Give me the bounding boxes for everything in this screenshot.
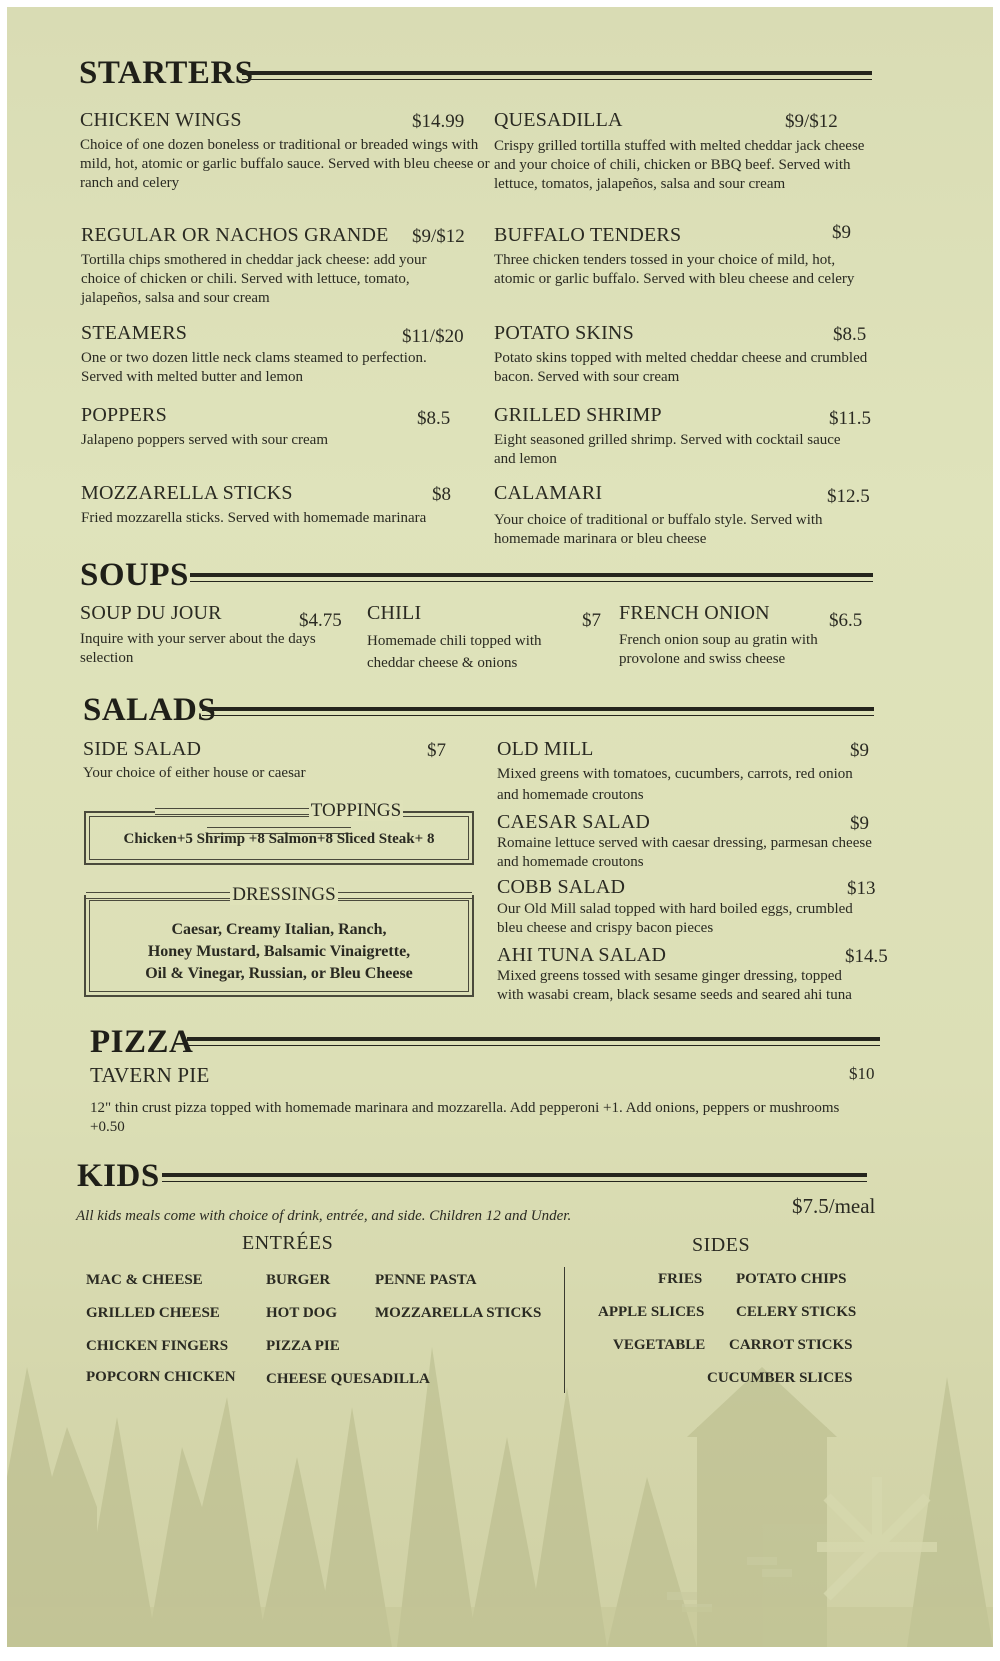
toppings-title: TOPPINGS [310,800,402,821]
item-name: AHI TUNA SALAD [497,944,667,966]
item-description: Mixed greens with tomatoes, cucumbers, carrots, red onion and homemade croutons [497,766,853,803]
item-description: One or two dozen little neck clams steamed to perfection. Served with melted butter and lemon [81,350,427,385]
kids-side: APPLE SLICES [598,1304,705,1320]
kids-side: CELERY STICKS [736,1304,857,1320]
kids-entree: HOT DOG [266,1305,337,1321]
dressings-line: Caesar, Creamy Italian, Ranch, [171,921,387,938]
item-name: SOUP DU JOUR [80,602,222,624]
item-description: French onion soup au gratin with provolone and swiss cheese [619,632,818,667]
item-description: Potato skins topped with melted cheddar cheese and crumbled bacon. Served with sour cream [494,350,868,385]
kids-entree: CHICKEN FINGERS [86,1338,229,1354]
section-divider [202,707,874,716]
item-price: $9/$12 [785,111,838,132]
item-name: CAESAR SALAD [497,811,650,833]
kids-entree: GRILLED CHEESE [86,1305,220,1321]
item-price: $6.5 [829,610,863,631]
section-divider [242,71,872,80]
dressings-title: DRESSINGS [232,884,336,905]
item-price: $9 [832,222,851,243]
item-name: GRILLED SHRIMP [494,404,662,426]
section-divider [190,573,873,582]
kids-entree: CHEESE QUESADILLA [266,1371,430,1387]
item-description: Inquire with your server about the days selection [80,631,316,666]
kids-note: All kids meals come with choice of drink, entrée, and side. Children 12 and Under. [76,1208,572,1224]
item-description: Mixed greens tossed with sesame ginger dressing, topped with wasabi cream, black sesame seeds and seared ahi tuna [497,968,852,1003]
item-name: CALAMARI [494,482,603,504]
item-name: SIDE SALAD [83,738,202,760]
item-price: $14.5 [845,946,888,967]
toppings-box [84,800,474,865]
item-name: TAVERN PIE [90,1063,210,1087]
kids-side: CUCUMBER SLICES [707,1370,853,1386]
kids-entree: POPCORN CHICKEN [86,1369,236,1385]
item-price: $13 [847,878,876,899]
dressings-line: Honey Mustard, Balsamic Vinaigrette, [147,943,411,960]
item-name: FRENCH ONION [619,602,770,624]
item-name: QUESADILLA [494,109,623,131]
kids-entree: PENNE PASTA [375,1272,477,1288]
item-description: Jalapeno poppers served with sour cream [81,432,329,448]
item-description: Three chicken tenders tossed in your choice of mild, hot, atomic or garlic buffalo. Served with bleu cheese and celery [494,252,855,287]
section-title-starters: STARTERS [79,55,254,91]
section-title-pizza: PIZZA [90,1024,194,1060]
section-divider [187,1037,880,1046]
kids-side: FRIES [658,1271,703,1287]
item-name: REGULAR OR NACHOS GRANDE [81,224,389,246]
item-description: Crispy grilled tortilla stuffed with melted cheddar jack cheese and your choice of chili, chicken or BBQ beef. Served with lettuce, tomatos, jalapeños, salsa and sour cream [494,138,865,192]
forest-barn-background-illustration [7,1304,993,1647]
item-price: $12.5 [827,486,870,507]
item-price: $4.75 [299,610,342,631]
section-title-kids: KIDS [77,1158,160,1194]
item-description: Your choice of either house or caesar [83,765,306,781]
item-description: Romaine lettuce served with caesar dressing, parmesan cheese and homemade croutons [497,835,872,870]
section-divider [162,1173,867,1182]
section-title-salads: SALADS [83,692,217,728]
kids-entree: BURGER [266,1272,331,1288]
item-price: $14.99 [412,111,465,132]
item-price: $11.5 [829,408,872,429]
item-price: $7 [427,740,446,761]
kids-side: POTATO CHIPS [736,1271,847,1287]
toppings-list: Chicken+5 Shrimp +8 Salmon+8 Sliced Steak+ 8 [123,831,435,847]
item-price: $9 [850,740,869,761]
item-price: $10 [849,1064,875,1083]
dressings-box [84,884,474,997]
item-price: $9/$12 [412,226,465,247]
item-price: $8.5 [417,408,451,429]
item-description: Your choice of traditional or buffalo style. Served with homemade marinara or bleu cheese [494,512,823,547]
item-name: STEAMERS [81,322,188,344]
kids-price: $7.5/meal [792,1194,876,1218]
item-description: Choice of one dozen boneless or traditional or breaded wings with mild, hot, atomic or garlic buffalo sauce. Served with bleu cheese or ranch and celery [80,137,490,191]
item-name: OLD MILL [497,738,594,760]
item-name: CHILI [367,602,422,624]
item-price: $8 [432,484,451,505]
sides-heading: SIDES [692,1234,751,1256]
kids-entree: MOZZARELLA STICKS [375,1305,542,1321]
item-name: MOZZARELLA STICKS [81,482,293,504]
item-description: Fried mozzarella sticks. Served with homemade marinara [81,510,427,526]
item-description: Tortilla chips smothered in cheddar jack cheese: add your choice of chicken or chili. Served with lettuce, tomato, jalapeños, salsa and sour cream [81,252,427,306]
kids-side: CARROT STICKS [729,1337,853,1353]
kids-entree: PIZZA PIE [266,1338,340,1354]
menu-page [7,7,993,1647]
item-name: COBB SALAD [497,876,626,898]
dressings-line: Oil & Vinegar, Russian, or Bleu Cheese [145,965,413,982]
item-price: $11/$20 [402,326,464,347]
entrees-heading: ENTRÉES [242,1232,334,1254]
item-price: $8.5 [833,324,867,345]
item-price: $9 [850,813,869,834]
item-name: BUFFALO TENDERS [494,224,682,246]
item-description: Eight seasoned grilled shrimp. Served with cocktail sauce and lemon [494,432,841,467]
item-name: POPPERS [81,404,167,426]
item-price: $7 [582,610,601,631]
kids-column-divider [564,1267,565,1393]
item-name: CHICKEN WINGS [80,109,242,131]
section-title-soups: SOUPS [80,557,189,593]
kids-side: VEGETABLE [613,1337,706,1353]
item-description: Our Old Mill salad topped with hard boiled eggs, crumbled bleu cheese and crispy bacon pieces [497,901,853,936]
item-description: 12" thin crust pizza topped with homemade marinara and mozzarella. Add pepperoni +1. Add onions, peppers or mushrooms +0.50 [90,1100,840,1135]
item-description: Homemade chili topped with cheddar cheese & onions [367,633,542,671]
kids-entree: MAC & CHEESE [86,1272,203,1288]
item-name: POTATO SKINS [494,322,634,344]
